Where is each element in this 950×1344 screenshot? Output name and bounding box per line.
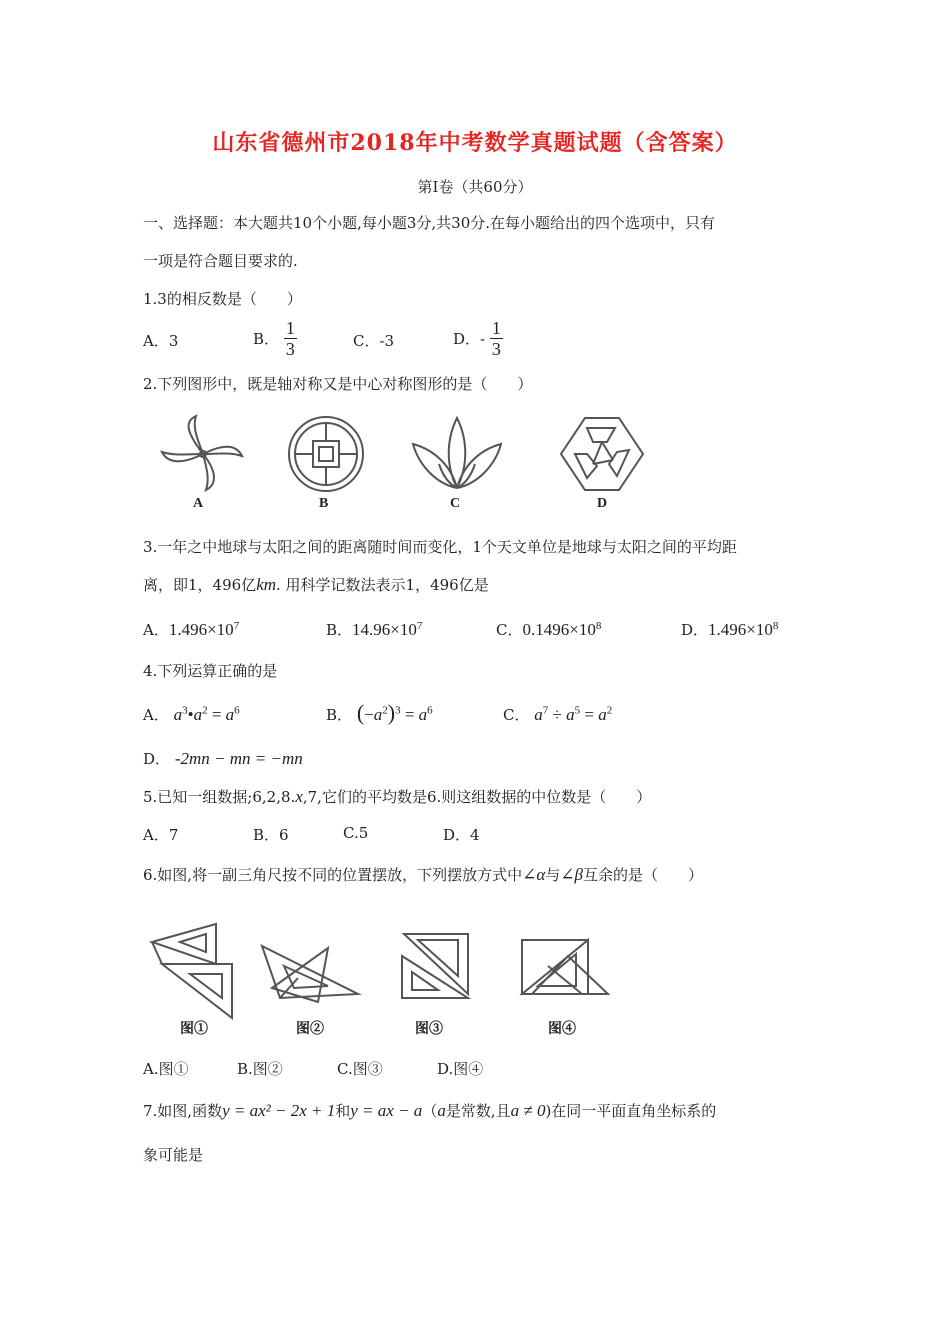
q3-a-label: A． — [143, 621, 169, 639]
q2-figure-c — [409, 414, 505, 492]
q4-option-c — [503, 704, 612, 725]
q3-option-c — [496, 619, 601, 640]
q7-function-1: y = ax² − 2x + 1 — [222, 1101, 336, 1120]
q6-option-c: C.图③ — [337, 1060, 383, 1078]
q7-stem-c: 是常数,且 — [445, 1102, 511, 1120]
q4-option-b — [326, 700, 433, 726]
q3-option-a — [143, 619, 239, 640]
q5-var-x: x — [295, 787, 303, 806]
q3-option-b — [326, 619, 422, 640]
q4-d-expression: -2mn − mn = −mn — [174, 749, 303, 768]
q3-stem-line2-b: . 用科学记数法表示1，496亿是 — [276, 576, 489, 594]
q7-stem-a: 7.如图,函数 — [143, 1102, 223, 1120]
q3-b-label: B． — [326, 621, 353, 639]
q3-unit-km: km — [256, 575, 277, 594]
q7-stem-line2: 象可能是 — [143, 1146, 204, 1164]
recycle-figure — [557, 414, 647, 494]
q1-b-label: B． — [253, 330, 280, 348]
q4-b-expression: $(-a^2)^3 = a^6$ — [356, 700, 433, 725]
q1-option-b — [253, 318, 297, 359]
pinwheel-figure — [158, 414, 248, 492]
q4-c-expression: $a^7 \div a^5 = a^2$ — [534, 704, 613, 724]
q5-option-c: C.5 — [343, 824, 369, 842]
section-instructions-line1: 一、选择题：本大题共10个小题,每小题3分,共30分.在每小题给出的四个选项中，只有 — [143, 214, 716, 232]
q1-option-d — [453, 318, 503, 359]
lotus-figure — [409, 414, 505, 492]
q6-figure-1 — [146, 920, 238, 1020]
q3-stem-line2 — [143, 574, 489, 595]
q6-option-d: D.图④ — [437, 1060, 484, 1078]
q6-figure-label-3: 图③ — [415, 1022, 443, 1037]
q3-option-d — [681, 619, 778, 640]
q6-stem-b: 互余的是（ ） — [583, 866, 704, 884]
q6-stem — [143, 864, 703, 885]
q1-b-denominator: 3 — [285, 339, 295, 359]
q6-angle-beta: ∠β — [560, 865, 583, 884]
q7-stem-and: 和 — [335, 1102, 351, 1120]
q6-figure-label-2: 图② — [296, 1022, 324, 1037]
q6-figure-2 — [258, 938, 364, 1008]
q3-b-value: 14.96×10 — [352, 620, 417, 639]
q3-a-exponent: 7 — [233, 620, 240, 632]
q2-figure-b — [283, 414, 369, 494]
q5-stem — [143, 786, 651, 807]
q2-label-c: C — [450, 496, 461, 511]
q3-b-exponent: 7 — [416, 620, 423, 632]
q3-stem-line2-a: 离，即1，496亿 — [143, 576, 257, 594]
q6-stem-mid: 与 — [545, 866, 561, 884]
q4-a-label: A． — [143, 706, 169, 724]
q5-stem-a: 5.已知一组数据;6,2,8. — [143, 788, 296, 806]
q2-figure-a — [158, 414, 248, 492]
q7-condition: a ≠ 0 — [510, 1101, 546, 1120]
q6-figure-label-1: 图① — [180, 1022, 208, 1037]
q5-option-b: B．6 — [253, 826, 289, 844]
q6-figure-3 — [398, 928, 490, 1004]
q7-stem-line1 — [143, 1100, 716, 1121]
q1-d-fraction — [490, 318, 503, 359]
q4-option-d — [143, 748, 303, 769]
q3-d-value: 1.496×10 — [708, 620, 773, 639]
q1-d-numerator: 1 — [491, 318, 501, 338]
q3-c-value: 0.1496×10 — [522, 620, 596, 639]
q1-b-numerator: 1 — [285, 318, 295, 338]
q3-c-exponent: 8 — [595, 620, 602, 632]
q7-var-a: a — [437, 1101, 446, 1120]
q6-option-a: A.图① — [143, 1060, 189, 1078]
q1-b-fraction — [284, 318, 297, 359]
q2-label-a: A — [193, 496, 204, 511]
coin-figure — [283, 414, 369, 494]
q5-stem-b: ,7,它们的平均数是6.则这组数据的中位数是（ ） — [302, 788, 652, 806]
q7-function-2: y = ax − a — [350, 1101, 423, 1120]
page-title: 山东省德州市2018年中考数学真题试题（含答案） — [212, 130, 738, 156]
q3-c-label: C． — [496, 621, 523, 639]
q4-option-a — [143, 704, 240, 725]
q3-a-value: 1.496×10 — [168, 620, 234, 639]
q3-d-label: D． — [681, 621, 709, 639]
q1-option-c: C．-3 — [353, 332, 395, 350]
q1-d-denominator: 3 — [491, 339, 501, 359]
q6-stem-a: 6.如图,将一副三角尺按不同的位置摆放，下列摆放方式中 — [143, 866, 523, 884]
q2-label-b: B — [319, 496, 329, 511]
q5-option-d: D．4 — [443, 826, 480, 844]
section-subtitle: 第Ⅰ卷（共60分） — [417, 178, 533, 196]
q6-figure-label-4: 图④ — [548, 1022, 576, 1037]
q4-d-label: D． — [143, 750, 171, 768]
q7-stem-b: （ — [422, 1102, 438, 1120]
q5-option-a: A．7 — [143, 826, 179, 844]
q6-angle-alpha: ∠α — [522, 865, 546, 884]
q4-stem: 4.下列运算正确的是 — [143, 662, 278, 680]
set-square-figure-2 — [258, 938, 364, 1008]
q4-a-expression: $a^3•a^2 = a^6$ — [173, 704, 240, 724]
q6-option-b: B.图② — [237, 1060, 283, 1078]
set-square-figure-3 — [398, 928, 490, 1004]
q1-stem: 1.3的相反数是（ ） — [143, 290, 302, 308]
q4-b-label: B． — [326, 706, 353, 724]
q1-d-label: D．- — [453, 330, 486, 348]
set-square-figure-4 — [518, 936, 612, 1002]
q4-c-label: C． — [503, 706, 530, 724]
set-square-figure-1 — [146, 920, 238, 1020]
q3-d-exponent: 8 — [772, 620, 779, 632]
q7-stem-d: )在同一平面直角坐标系的 — [545, 1102, 717, 1120]
q3-stem-line1: 3.一年之中地球与太阳之间的距离随时间而变化，1个天文单位是地球与太阳之间的平均距 — [143, 538, 737, 556]
q1-option-a: A．3 — [143, 332, 179, 350]
q2-stem: 2.下列图形中，既是轴对称又是中心对称图形的是（ ） — [143, 375, 533, 393]
q2-label-d: D — [597, 496, 608, 511]
q2-figure-d — [557, 414, 647, 494]
q6-figure-4 — [518, 936, 612, 1002]
section-instructions-line2: 一项是符合题目要求的. — [143, 252, 298, 270]
